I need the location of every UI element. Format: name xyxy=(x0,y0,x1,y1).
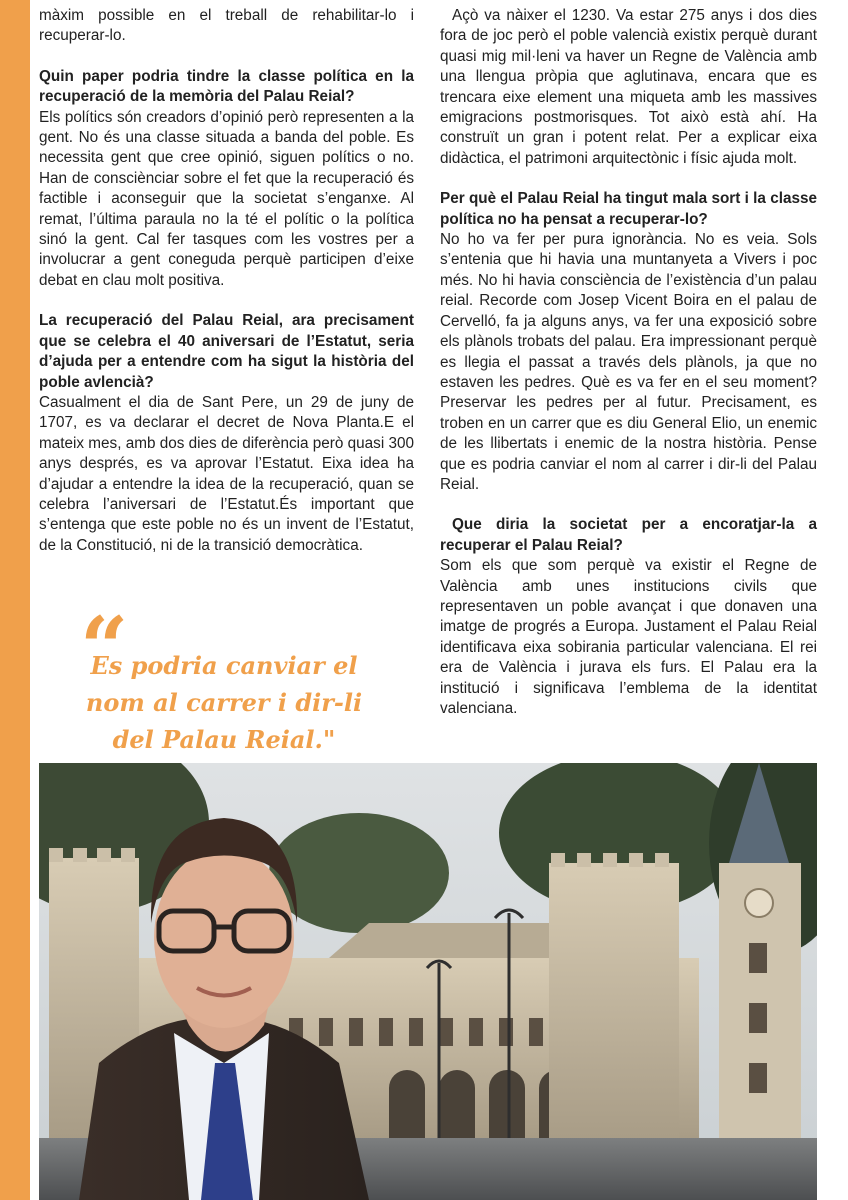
answer-paragraph: No ho va fer per pura ignorància. No es veia. Sols s’entenia que hi havia una muntanyeta a Vivers i poc més. No hi havia consciència de l’existència d’un palau reial. Recorde com Josep Vicent Boira en el palau de Cervelló, fa ja alguns anys, va fer una exposició sobre els plànols trobats del palau. Era impressionant perquè es llegia el passat a través dels plànols, ja que no estaven les pedres. Què es va fer en el seu moment? Preservar les pedres per al futur. Precisament, es troben en un carrer que es diu General Elio, un enemic de les llibertats i enemic de la nostra història. Pense que es podria canviar el nom al carrer i dir-li del Palau Reial. xyxy=(440,231,817,493)
question-heading: Que diria la societat per a encoratjar-la a recuperar el Palau Reial? xyxy=(440,516,817,554)
left-column xyxy=(39,6,414,576)
right-column xyxy=(440,6,817,739)
answer-paragraph: Som els que som perquè va existir el Regne de València amb unes institucions civils que representaven un poble avançat i que donaven una imatge de progrés a Europa. Justament el Palau Reial identificava eixa sobirania particular valenciana. El rei era de València i jurava els furs. El Palau era la institució i significava l’emblema de la identitat valenciana. xyxy=(440,557,817,717)
portrait-over-palace-photo xyxy=(39,763,817,1200)
answer-paragraph: Els polítics són creadors d’opinió però representen a la gent. No és una classe situada a banda del poble. Es necessita gent que cree opinió, siguen polítics o no. Han de consciènciar sobre el fet que la recuperació és factible i aconseguir que la societat s’enganxe. Al remat, l’última paraula no la té el polític o la política sinó la gent. Cal fer tasques com les vostres per a involucrar a gent coneguda perquè participen d’eixe debat en clau molt positiva. xyxy=(39,108,414,289)
quote-mark-icon: “ xyxy=(80,598,129,697)
question-heading: La recuperació del Palau Reial, ara precisament que se celebra el 40 aniversari de l’Estatut, seria d’ajuda per a entendre com ha sigut la història del poble avlencià? xyxy=(39,312,414,391)
question-heading: Per què el Palau Reial ha tingut mala sort i la classe política no ha pensat a recuperar-lo? xyxy=(440,190,817,228)
paragraph: màxim possible en el treball de rehabilitar-lo i recuperar-lo. xyxy=(39,7,414,45)
pull-quote: Es podria canviar el nom al carrer i dir-li del Palau Reial." xyxy=(85,651,363,754)
answer-paragraph: Casualment el dia de Sant Pere, un 29 de juny de 1707, es va declarar el decret de Nova Planta.E el mateix mes, amb dos dies de diferència però quasi 300 anys després, es va aprovar l’Estatut. Eixa idea ha d’ajudar a entendre la idea de la recuperació, quan se celebra l’aniversari de l’Estatut.És important que s’entenga que este poble no és un invent de l’Estatut, de la Constitució, ni de la transició democràtica. xyxy=(39,393,414,554)
left-accent-bar xyxy=(0,0,30,1200)
question-heading: Quin paper podria tindre la classe política en la recuperació de la memòria del Palau Reial? xyxy=(39,67,414,106)
paragraph: Açò va nàixer el 1230. Va estar 275 anys i dos dies fora de joc però el poble valencià existix perquè durant quasi mig mil·leni va haver un Regne de València amb una llengua pròpia que aglutinava, encara que es trencara eixe element una miqueta amb les massives emigracions postmorisques. Tot això està ahí. Ha construït un gran i potent relat. Per a explicar eixa didàctica, el patrimoni arquitectònic i físic ajuda molt. xyxy=(440,7,817,167)
